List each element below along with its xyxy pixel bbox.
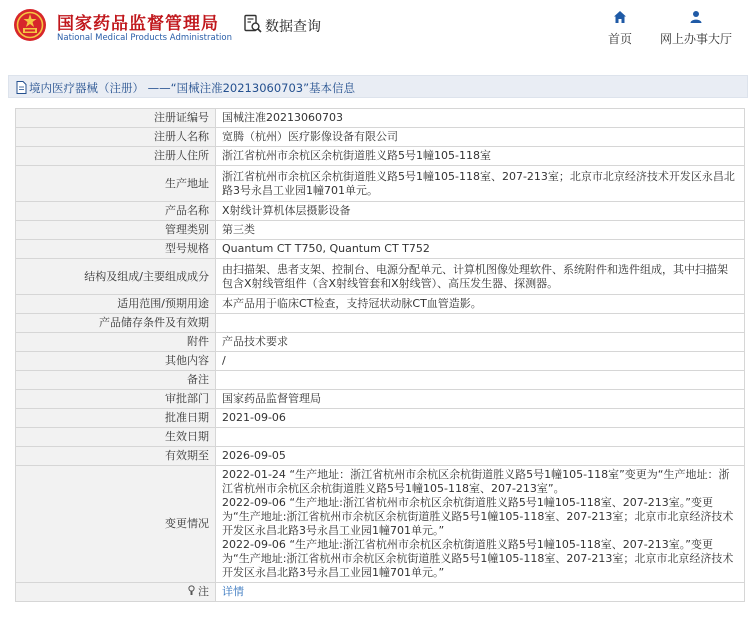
home-icon — [613, 10, 627, 24]
field-value — [216, 202, 745, 221]
user-icon — [689, 10, 703, 24]
nav-online-service-label: 网上办事大厅 — [659, 32, 732, 46]
table-row — [16, 240, 745, 259]
field-value-text: 宽腾（杭州）医疗影像设备有限公司 — [222, 130, 398, 143]
field-value-text: 浙江省杭州市余杭区余杭街道胜义路5号1幢105-118室 — [222, 149, 491, 162]
field-label: 适用范围/预期用途 — [16, 295, 216, 314]
detail-link[interactable]: 详情 — [222, 585, 244, 598]
field-value — [216, 259, 745, 295]
field-label: 型号规格 — [16, 240, 216, 259]
table-row — [16, 202, 745, 221]
field-label: 结构及组成/主要组成成分 — [16, 259, 216, 295]
field-label: 附件 — [16, 333, 216, 352]
field-value — [216, 371, 745, 390]
document-icon — [16, 81, 27, 94]
note-label-cell — [16, 583, 216, 602]
search-document-icon — [243, 14, 263, 34]
field-label: 审批部门 — [16, 390, 216, 409]
table-row — [16, 166, 745, 202]
breadcrumb-text: 境内医疗器械（注册） ——“国械注准20213060703”基本信息 — [29, 81, 356, 95]
field-value — [216, 295, 745, 314]
site-header — [0, 0, 748, 56]
note-icon — [187, 585, 196, 596]
table-row — [16, 371, 745, 390]
field-value — [216, 314, 745, 333]
nav-home-link[interactable] — [598, 10, 642, 46]
field-label: 注册证编号 — [16, 109, 216, 128]
table-row — [16, 409, 745, 428]
field-value-text: X射线计算机体层摄影设备 — [222, 204, 351, 217]
field-value-text: / — [222, 354, 226, 367]
field-value-text: 产品技术要求 — [222, 335, 288, 348]
table-row — [16, 447, 745, 466]
table-row — [16, 333, 745, 352]
field-value-text: 2026-09-05 — [222, 449, 286, 462]
table-row — [16, 128, 745, 147]
breadcrumb — [8, 75, 748, 98]
field-label: 有效期至 — [16, 447, 216, 466]
field-label: 备注 — [16, 371, 216, 390]
field-value-text: 第三类 — [222, 223, 255, 236]
table-row-note — [16, 583, 745, 602]
field-value-text: 2022-01-24 “生产地址：浙江省杭州市余杭区余杭街道胜义路5号1幢105-118室”变更为“生产地址：浙江省杭州市余杭区余杭街道胜义路5号1幢105-118室、207-213室”。 2022-09-06 “生产地址:浙江省杭州市余杭区余杭街道胜义路5号1幢105-118室、207-213室。”变更为“生产地址:浙江省杭州市余杭区余杭街道胜义路5号1幢105-118室、207-213室；北京市北京经济技术开发区永昌北路3号永昌工业园1幢701单元。” 2022-09-06 “生产地址:浙江省杭州市余杭区余杭街道胜义路5号1幢105-118室、207-213室。”变更为“生产地址:浙江省杭州市余杭区余杭街道胜义路5号1幢105-118室、207-213室；北京市北京经济技术开发区永昌北路3号永昌工业园1幢701单元。” — [222, 468, 734, 579]
field-value-text: Quantum CT T750, Quantum CT T752 — [222, 242, 430, 255]
table-row — [16, 466, 745, 583]
field-label: 注册人名称 — [16, 128, 216, 147]
field-value — [216, 428, 745, 447]
field-label: 变更情况 — [16, 466, 216, 583]
field-value-text: 本产品用于临床CT检查，支持冠状动脉CT血管造影。 — [222, 297, 482, 310]
national-emblem-icon — [13, 8, 47, 42]
field-value-text: 国家药品监督管理局 — [222, 392, 321, 405]
table-row — [16, 314, 745, 333]
nav-home-label: 首页 — [607, 32, 632, 46]
table-row — [16, 147, 745, 166]
field-value — [216, 390, 745, 409]
field-value — [216, 109, 745, 128]
field-label: 其他内容 — [16, 352, 216, 371]
nav-online-service-link[interactable] — [652, 10, 740, 46]
field-value — [216, 466, 745, 583]
field-value — [216, 240, 745, 259]
note-value-cell — [216, 583, 745, 602]
field-value — [216, 166, 745, 202]
field-value-text: 2021-09-06 — [222, 411, 286, 424]
field-value-text: 国械注准20213060703 — [222, 111, 343, 124]
device-info-table — [15, 108, 745, 602]
field-value — [216, 447, 745, 466]
field-label: 生效日期 — [16, 428, 216, 447]
table-row — [16, 295, 745, 314]
field-value-text: 由扫描架、患者支架、控制台、电源分配单元、计算机图像处理软件、系统附件和选件组成，其中扫描架包含X射线管组件（含X射线管套和X射线管）、高压发生器、探测器。 — [222, 262, 728, 290]
note-label: 注 — [198, 585, 209, 598]
field-value — [216, 333, 745, 352]
field-value — [216, 409, 745, 428]
site-logo-subtitle[interactable]: National Medical Products Administration — [57, 33, 232, 43]
field-label: 批准日期 — [16, 409, 216, 428]
table-row — [16, 259, 745, 295]
field-label: 产品名称 — [16, 202, 216, 221]
field-value — [216, 221, 745, 240]
field-value — [216, 147, 745, 166]
field-value — [216, 128, 745, 147]
table-row — [16, 428, 745, 447]
field-label: 注册人住所 — [16, 147, 216, 166]
field-label: 生产地址 — [16, 166, 216, 202]
field-label: 产品储存条件及有效期 — [16, 314, 216, 333]
table-row — [16, 390, 745, 409]
table-row — [16, 109, 745, 128]
page-heading: 数据查询 — [265, 19, 321, 35]
field-value — [216, 352, 745, 371]
table-row — [16, 352, 745, 371]
field-value-text: 浙江省杭州市余杭区余杭街道胜义路5号1幢105-118室、207-213室；北京市北京经济技术开发区永昌北路3号永昌工业园1幢701单元。 — [222, 169, 735, 197]
site-logo-title[interactable]: 国家药品监督管理局 — [57, 14, 219, 34]
field-label: 管理类别 — [16, 221, 216, 240]
table-row — [16, 221, 745, 240]
